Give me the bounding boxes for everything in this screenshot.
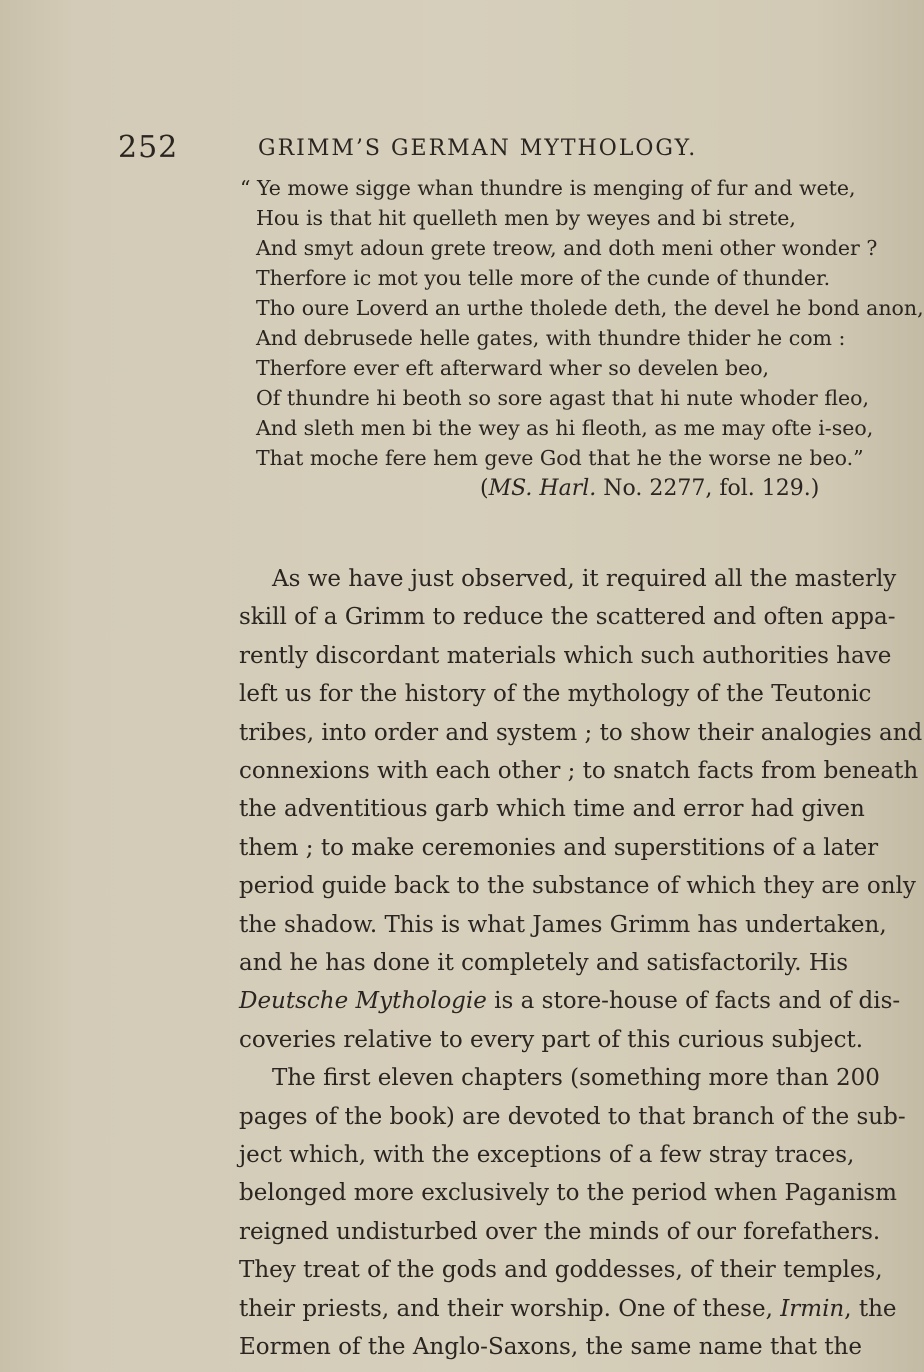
book-title: Deutsche Mythologie [239,988,487,1015]
text-line: tribes, into order and system ; to show their analogies and [239,719,923,746]
text-span: is a store-house of facts and of dis- [486,988,901,1015]
text-line [239,1295,897,1322]
text-line: the shadow. This is what James Grimm has undertaken, [239,911,887,938]
text-line: ject which, with the exceptions of a few stray traces, [239,1142,855,1168]
verse-line: And sleth men bi the wey as hi fleoth, as me may ofte i-seo, [256,416,874,440]
manuscript-citation [480,476,819,501]
text-line: the adventitious garb which time and error had given [239,796,865,823]
text-line [239,988,901,1015]
verse-line: Hou is that hit quelleth men by weyes and bi strete, [256,206,796,230]
text-line: them ; to make ceremonies and superstitions of a later [239,834,879,861]
text-line: and he has done it completely and satisfactorily. His [239,950,849,976]
verse-line: Tho oure Loverd an urthe tholede deth, the devel he bond anon, [256,296,924,320]
text-line: The first eleven chapters (something more than 200 [272,1065,880,1092]
text-line: rently discordant materials which such authorities have [239,642,892,669]
verse-line: “ Ye mowe sigge whan thundre is menging of fur and wete, [240,176,856,200]
text-line: reigned undisturbed over the minds of our forefathers. [239,1218,881,1245]
page-number: 252 [118,130,179,165]
verse-line: That moche fere hem geve God that he the worse ne beo.” [256,446,864,470]
citation-open: ( [480,476,489,501]
text-line: coveries relative to every part of this curious subject. [239,1026,864,1053]
citation-ms: MS. Harl. [488,476,597,501]
verse-line: Therfore ic mot you telle more of the cunde of thunder. [256,266,831,290]
running-title: GRIMM’S GERMAN MYTHOLOGY. [258,136,698,161]
verse-line: And smyt adoun grete treow, and doth meni other wonder ? [256,236,878,260]
text-line: connexions with each other ; to snatch facts from beneath [239,758,919,784]
text-span: their priests, and their worship. One of these, [239,1295,781,1322]
text-line: skill of a Grimm to reduce the scattered and often appa- [239,604,896,631]
page-header [118,130,758,170]
text-line: Eormen of the Anglo-Saxons, the same name that the [239,1334,862,1360]
text-line: period guide back to the substance of which they are only [239,873,916,900]
text-line: left us for the history of the mythology of the Teutonic [239,681,872,708]
citation-rest: No. 2277, fol. 129.) [596,476,820,501]
deity-name: Irmin [780,1295,845,1322]
verse-line: Therfore ever eft afterward wher so develen beo, [256,356,770,380]
verse-line: Of thundre hi beoth so sore agast that hi nute whoder fleo, [256,386,869,410]
text-line: pages of the book) are devoted to that branch of the sub- [239,1103,906,1130]
text-span: , the [844,1295,897,1322]
text-line: They treat of the gods and goddesses, of their temples, [239,1257,883,1284]
text-line: As we have just observed, it required all the masterly [272,566,897,592]
verse-line: And debrusede helle gates, with thundre thider he com : [256,326,846,350]
text-line: belonged more exclusively to the period when Paganism [239,1180,897,1207]
